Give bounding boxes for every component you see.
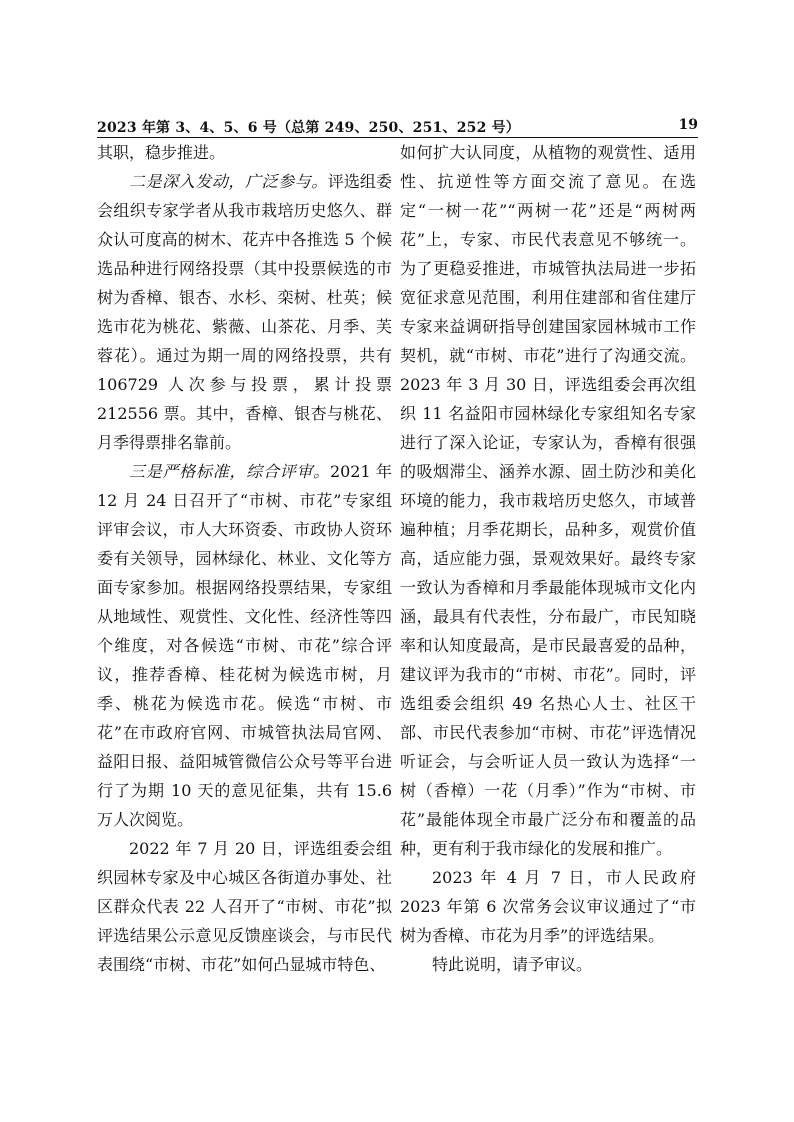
paragraph-lead: 三是严格标准，综合评审。 <box>129 462 330 481</box>
paragraph-continuation: 其职，稳步推进。 <box>97 143 226 162</box>
paragraph-review <box>97 457 392 834</box>
left-column <box>97 138 392 979</box>
paragraph-publicity <box>97 167 392 457</box>
paragraph-continuation: 如何扩大认同度，从植物的观赏性、适用性、抗逆性等方面交流了意见。在选定“一树一花”“两树一花”还是“两树两花”上，专家、市民代表意见不够统一。为了更稳妥推进，市城管执法局进一步拓宽征求意见范围，利用住建部和省住建厅专家来益调研指导创建国家园林城市工作契机，就“市树、市花”进行了沟通交流。2023 年 3 月 30 日，评选组委会再次组织 11 名益阳市园林绿化专家组知名专家进行了深入论证，专家认为，香樟有很强的吸烟滞尘、涵养水源、固土防沙和美化环境的能力，我市栽培历史悠久，市域普遍种植；月季花期长，品种多，观赏价值高，适应能力强，景观效果好。最终专家一致认为香樟和月季最能体现城市文化内涵，最具有代表性，分布最广，市民知晓率和认知度最高，是市民最喜爱的品种，建议评为我市的“市树、市花”。同时，评选组委会组织 49 名热心人士、社区干部、市民代表参加“市树、市花”评选情况听证会，与会听证人员一致认为选择“一树（香樟）一花（月季）”作为“市树、市花”最能体现全市最广泛分布和覆盖的品种，更有利于我市绿化的发展和推广。 <box>400 143 696 858</box>
paragraph-approval: 2023 年 4 月 7 日，市人民政府 2023 年第 6 次常务会议审议通过了“市树为香樟、市花为月季”的评选结果。 <box>400 868 696 945</box>
paragraph-body: 2021 年 12 月 24 日召开了“市树、市花”专家组评审会议，市人大环资委、市政协人资环委有关领导，园林绿化、林业、文化等方面专家参加。根据网络投票结果，专家组从地域性、观赏性、文化性、经济性等四个维度，对各候选“市树、市花”综合评议，推荐香樟、桂花树为候选市树，月季、桃花为候选市花。候选“市树、市花”在市政府官网、市城管执法局官网、益阳日报、益阳城管微信公众号等平台进行了为期 10 天的意见征集，共有 15.6 万人次阅览。 <box>97 462 392 829</box>
right-column <box>400 138 696 979</box>
issue-info: 2023 年第 3、4、5、6 号（总第 249、250、251、252 号） <box>97 120 520 136</box>
paragraph-forum: 2022 年 7 月 20 日，评选组委会组织园林专家及中心城区各街道办事处、社区群众代表 22 人召开了“市树、市花”拟评选结果公示意见反馈座谈会，与市民代表围绕“市树、市花”如何凸显城市特色、 <box>97 839 392 974</box>
paragraph-lead: 二是深入发动，广泛参与。 <box>129 172 328 191</box>
paragraph-closing: 特此说明，请予审议。 <box>432 955 593 974</box>
page-number: 19 <box>678 117 698 133</box>
paragraph-body: 评选组委会组织专家学者从我市栽培历史悠久、群众认可度高的树木、花卉中各推选 5 个候选品种进行网络投票（其中投票候选的市树为香樟、银杏、水杉、栾树、杜英；候选市花为桃花、紫薇、山茶花、月季、芙蓉花）。通过为期一周的网络投票，共有 106729 人次参与投票，累计投票 212556 票。其中，香樟、银杏与桃花、月季得票排名靠前。 <box>97 172 392 452</box>
running-header <box>97 113 698 135</box>
